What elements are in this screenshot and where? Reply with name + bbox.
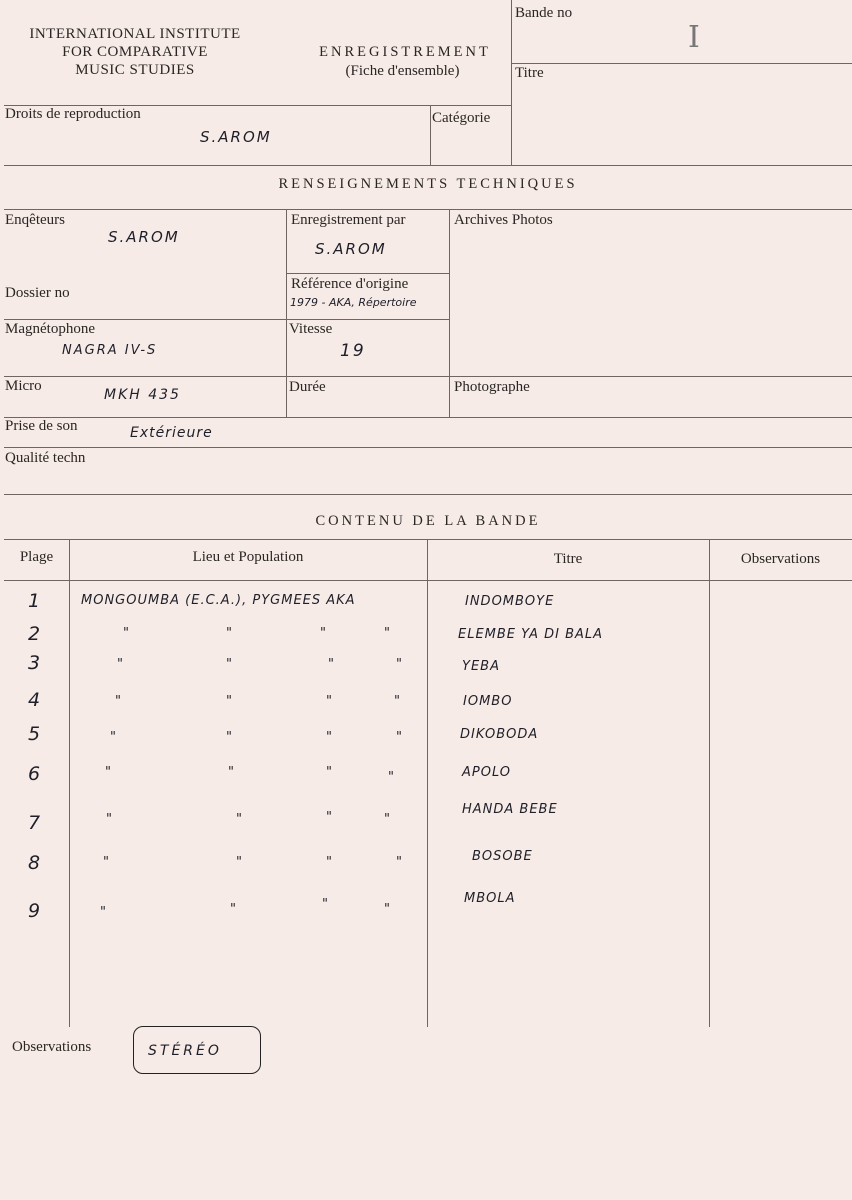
hline-table-header (4, 580, 852, 581)
row-plage: 6 (28, 763, 41, 785)
duree-label: Durée (289, 379, 326, 395)
archives-label: Archives Photos (454, 212, 553, 228)
bande-label: Bande no (515, 5, 573, 21)
row-titre: APOLO (462, 765, 512, 780)
ditto-mark: " (322, 897, 328, 912)
ditto-mark: " (326, 694, 332, 709)
hline-bande (511, 63, 852, 64)
row-titre: YEBA (462, 659, 500, 674)
form-title: ENREGISTREMENT (319, 44, 491, 60)
vline-table-1 (69, 539, 70, 1027)
row-titre: BOSOBE (472, 849, 533, 864)
row-plage: 2 (28, 623, 41, 645)
ditto-mark: " (394, 694, 400, 709)
ditto-mark: " (103, 855, 109, 870)
row-plage: 4 (28, 689, 41, 711)
ditto-mark: " (228, 765, 234, 780)
row-plage: 8 (28, 852, 41, 874)
ditto-mark: " (326, 855, 332, 870)
row-titre: ELEMBE YA DI BALA (458, 627, 604, 642)
row-titre: HANDA BEBE (462, 802, 558, 817)
col-header-titre: Titre (553, 551, 583, 567)
observations-label: Observations (12, 1039, 92, 1055)
form-subtitle: (Fiche d'ensemble) (345, 63, 460, 79)
ditto-mark: " (384, 812, 390, 827)
ditto-mark: " (226, 626, 232, 641)
row-titre: IOMBO (463, 694, 513, 709)
col-header-plage: Plage (19, 549, 54, 565)
ditto-mark: " (115, 694, 121, 709)
ditto-mark: " (396, 730, 402, 745)
vline-tech-2 (449, 209, 450, 417)
magnetophone-value: NAGRA IV-S (62, 343, 158, 358)
ditto-mark: " (230, 902, 236, 917)
vitesse-label: Vitesse (289, 321, 333, 337)
ditto-mark: " (123, 626, 129, 641)
row-plage: 1 (28, 590, 41, 612)
observations-value: STÉRÉO (148, 1043, 222, 1059)
qualite-label: Qualité techn (5, 450, 86, 466)
institute-line-1: INTERNATIONAL INSTITUTE (29, 26, 241, 42)
vline-table-3 (709, 539, 710, 1027)
row-titre: MBOLA (464, 891, 516, 906)
photographe-label: Photographe (454, 379, 530, 395)
vline-header-right (511, 0, 512, 165)
ditto-mark: " (105, 765, 111, 780)
enregistrement-value: S.AROM (315, 240, 387, 258)
dossier-label: Dossier no (5, 285, 70, 301)
enqueteurs-label: Enqêteurs (5, 212, 65, 228)
micro-value: MKH 435 (104, 387, 181, 403)
ditto-mark: " (326, 765, 332, 780)
ditto-mark: " (117, 657, 123, 672)
institute-name (4, 25, 266, 79)
institute-line-3: MUSIC STUDIES (75, 62, 195, 78)
ditto-mark: " (100, 905, 106, 920)
ditto-mark: " (396, 657, 402, 672)
ditto-mark: " (326, 810, 332, 825)
hline-table-top (4, 539, 852, 540)
ditto-mark: " (236, 855, 242, 870)
hline-tech-bottom (4, 494, 852, 495)
hline-micro (4, 376, 852, 377)
vline-categorie (430, 105, 431, 165)
row-titre: INDOMBOYE (465, 594, 555, 609)
row-lieu: MONGOUMBA (E.C.A.), PYGMEES AKA (81, 593, 356, 608)
content-heading: CONTENU DE LA BANDE (315, 513, 541, 529)
reference-value: 1979 - AKA, Répertoire (290, 296, 417, 309)
ditto-mark: " (384, 902, 390, 917)
prise-value: Extérieure (130, 425, 213, 441)
ditto-mark: " (226, 694, 232, 709)
ditto-mark: " (106, 812, 112, 827)
enregistrement-label: Enregistrement par (291, 212, 406, 228)
institute-line-2: FOR COMPARATIVE (62, 44, 208, 60)
col-header-observations: Observations (740, 551, 821, 567)
row-plage: 5 (28, 723, 41, 745)
bande-value: I (688, 20, 702, 55)
rights-label: Droits de reproduction (5, 106, 141, 122)
prise-label: Prise de son (5, 418, 78, 434)
ditto-mark: " (384, 626, 390, 641)
row-titre: DIKOBODA (460, 727, 539, 742)
vline-table-2 (427, 539, 428, 1027)
hline-reference (286, 273, 449, 274)
categorie-label: Catégorie (432, 110, 491, 126)
vline-tech-1 (286, 209, 287, 417)
micro-label: Micro (5, 378, 42, 394)
reference-label: Référence d'origine (291, 276, 409, 292)
row-plage: 3 (28, 652, 41, 674)
ditto-mark: " (396, 855, 402, 870)
row-plage: 7 (28, 812, 41, 834)
hline-prise (4, 417, 852, 418)
hline-magneto (4, 319, 449, 320)
ditto-mark: " (328, 657, 334, 672)
enqueteurs-value: S.AROM (108, 228, 180, 246)
hline-rights-bottom (4, 165, 852, 166)
col-header-lieu: Lieu et Population (192, 549, 304, 565)
titre-label: Titre (515, 65, 544, 81)
ditto-mark: " (320, 626, 326, 641)
magnetophone-label: Magnétophone (5, 321, 95, 337)
rights-value: S.AROM (200, 128, 272, 146)
row-plage: 9 (28, 900, 41, 922)
vitesse-value: 19 (340, 341, 366, 361)
ditto-mark: " (236, 812, 242, 827)
technical-heading: RENSEIGNEMENTS TECHNIQUES (278, 176, 578, 192)
hline-qualite (4, 447, 852, 448)
hline-tech-top (4, 209, 852, 210)
ditto-mark: " (226, 657, 232, 672)
ditto-mark: " (226, 730, 232, 745)
ditto-mark: " (326, 730, 332, 745)
ditto-mark: " (388, 770, 394, 785)
ditto-mark: " (110, 730, 116, 745)
